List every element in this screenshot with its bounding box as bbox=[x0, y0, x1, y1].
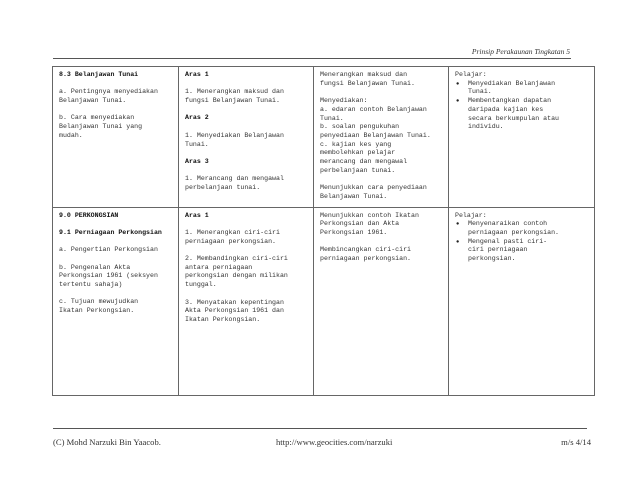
syllabus-table bbox=[52, 66, 595, 396]
topic-cell bbox=[53, 207, 179, 395]
level-heading: Aras 1 bbox=[185, 71, 209, 78]
outcome-item: ● Menyenaraikan contoh perniagaan perkongsian. bbox=[455, 220, 589, 237]
topic-item: b. Cara menyediakan Belanjawan Tunai yang mudah. bbox=[59, 114, 143, 139]
objectives-cell bbox=[179, 207, 314, 395]
activity-item: Menerangkan maksud dan fungsi Belanjawan Tunai. bbox=[320, 71, 415, 87]
outcome-item: ● Menyediakan Belanjawan Tunai. bbox=[455, 80, 589, 97]
outcomes-intro: Pelajar: bbox=[455, 211, 487, 219]
footer-url: http://www.geocities.com/narzuki bbox=[276, 437, 393, 447]
table-row bbox=[53, 207, 595, 395]
topic-item: a. Pengertian Perkongsian bbox=[59, 246, 158, 254]
footer-copyright: (C) Mohd Narzuki Bin Yaacob. bbox=[53, 437, 161, 447]
outcomes-list bbox=[455, 220, 589, 264]
activities-cell bbox=[314, 207, 449, 395]
objective-item: 1. Menyediakan Belanjawan Tunai. bbox=[185, 131, 284, 148]
table-row bbox=[53, 67, 595, 208]
objective-item: 1. Merancang dan mengawal perbelanjaan tunai. bbox=[185, 175, 284, 192]
activity-item: Menyediakan: a. edaran contoh Belanjawan Tunai. b. soalan pengukuhan penyediaan Belanjawan Tunai. c. kajian kes yang membolehkan pelajar merancang dan mengawal perbelanjaan tunai. bbox=[320, 97, 431, 174]
footer-divider bbox=[53, 428, 587, 429]
outcomes-cell bbox=[449, 207, 595, 395]
topic-item: b. Pengenalan Akta Perkongsian 1961 (seksyen tertentu sahaja) bbox=[59, 263, 158, 289]
objective-item: 1. Menerangkan ciri-ciri perniagaan perkongsian. bbox=[185, 228, 280, 245]
objective-item: 2. Membandingkan ciri-ciri antara perniagaan perkongsian dengan milikan tunggal. bbox=[185, 255, 288, 289]
footer-page-number: m/s 4/14 bbox=[561, 437, 591, 447]
level-heading: Aras 2 bbox=[185, 114, 209, 122]
outcome-item: ● Mengenal pasti ciri- ciri perniagaan perkongsian. bbox=[455, 238, 589, 264]
objective-item: 1. Menerangkan maksud dan fungsi Belanjawan Tunai. bbox=[185, 88, 284, 105]
objective-item: 3. Menyatakan kepentingan Akta Perkongsian 1961 dan Ikatan Perkongsian. bbox=[185, 298, 284, 323]
objectives-cell bbox=[179, 67, 314, 208]
topic-heading: 9.0 PERKONGSIAN bbox=[59, 211, 119, 219]
activities-cell bbox=[314, 67, 449, 208]
activity-item: Menunjukkan contoh Ikatan Perkongsian dan Akta Perkongsian 1961. bbox=[320, 211, 419, 236]
syllabus-table-body bbox=[53, 67, 595, 396]
topic-item: a. Pentingnya menyediakan Belanjawan Tunai. bbox=[59, 88, 158, 105]
activity-item: Menunjukkan cara penyediaan Belanjawan Tunai. bbox=[320, 184, 427, 200]
outcomes-list bbox=[455, 80, 589, 132]
outcomes-intro: Pelajar: bbox=[455, 71, 487, 78]
activity-item: Membincangkan ciri-ciri perniagaan perkongsian. bbox=[320, 246, 412, 263]
topic-heading: 8.3 Belanjawan Tunai bbox=[59, 71, 139, 78]
outcomes-cell bbox=[449, 67, 595, 208]
topic-item: c. Tujuan mewujudkan Ikatan Perkongsian. bbox=[59, 298, 139, 315]
level-heading: Aras 1 bbox=[185, 211, 209, 219]
header-divider bbox=[53, 58, 571, 59]
level-heading: Aras 3 bbox=[185, 157, 209, 165]
outcome-item: ● Membentangkan dapatan daripada kajian kes secara berkumpulan atau individu. bbox=[455, 97, 589, 132]
page-header-title: Prinsip Perakaunan Tingkatan 5 bbox=[471, 47, 570, 56]
topic-subheading: 9.1 Perniagaan Perkongsian bbox=[59, 228, 162, 236]
topic-cell bbox=[53, 67, 179, 208]
